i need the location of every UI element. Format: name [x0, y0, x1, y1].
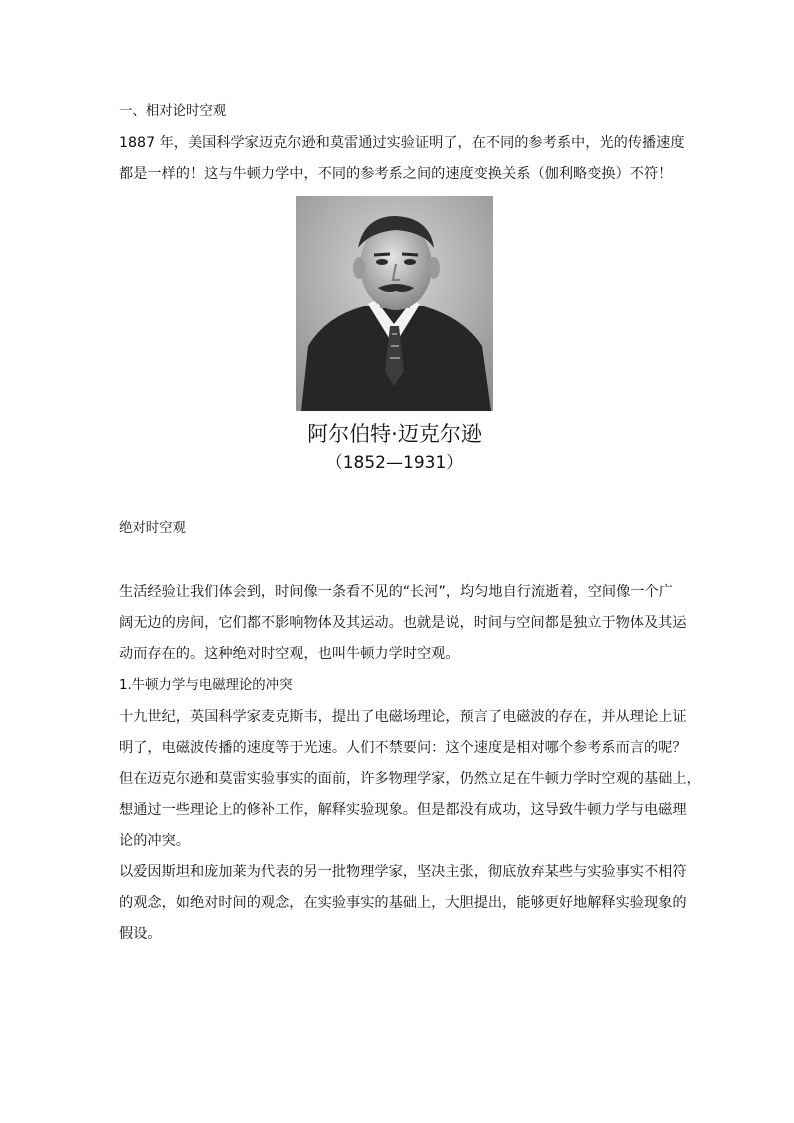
conflict-line-4: 想通过一些理论上的修补工作，解释实验现象。但是都没有成功，这导致牛顿力学与电磁理 [119, 802, 687, 818]
absolute-line-1: 生活经验让我们体会到，时间像一条看不见的“长河”，均匀地自行流逝着，空间像一个广 [119, 584, 673, 600]
intro-line-2: 都是一样的！这与牛顿力学中，不同的参考系之间的速度变换关系（伽利略变换）不符！ [119, 166, 673, 182]
figure-caption-years: （1852—1931） [325, 453, 464, 473]
conflict-line-5: 论的冲突。 [119, 833, 190, 849]
conflict-line-2: 明了，电磁波传播的速度等于光速。人们不禁要问：这个速度是相对哪个参考系而言的呢？ [119, 740, 687, 756]
absolute-line-2: 阔无边的房间，它们都不影响物体及其运动。也就是说，时间与空间都是独立于物体及其运 [119, 615, 687, 631]
final-line-1: 以爱因斯坦和庞加莱为代表的另一批物理学家，坚决主张，彻底放弃某些与实验事实不相符 [119, 864, 687, 880]
absolute-line-3: 动而存在的。这种绝对时空观，也叫牛顿力学时空观。 [119, 646, 460, 662]
intro-line-1: 1887 年，美国科学家迈克尔逊和莫雷通过实验证明了，在不同的参考系中，光的传播速度 [119, 135, 685, 151]
final-line-2: 的观念，如绝对时间的观念，在实验事实的基础上，大胆提出，能够更好地解释实验现象的 [119, 895, 687, 911]
conflict-line-3: 但在迈克尔逊和莫雷实验事实的面前，许多物理学家，仍然立足在牛顿力学时空观的基础上， [119, 771, 701, 787]
section-heading: 一、相对论时空观 [119, 104, 227, 119]
absolute-heading: 绝对时空观 [119, 521, 186, 536]
conflict-line-1: 十九世纪，英国科学家麦克斯韦，提出了电磁场理论，预言了电磁波的存在，并从理论上证 [119, 709, 687, 725]
figure-caption-name: 阿尔伯特·迈克尔逊 [307, 422, 482, 446]
portrait-photo [296, 196, 493, 411]
final-line-3: 假设。 [119, 926, 162, 942]
conflict-heading: 1.牛顿力学与电磁理论的冲突 [119, 678, 293, 693]
